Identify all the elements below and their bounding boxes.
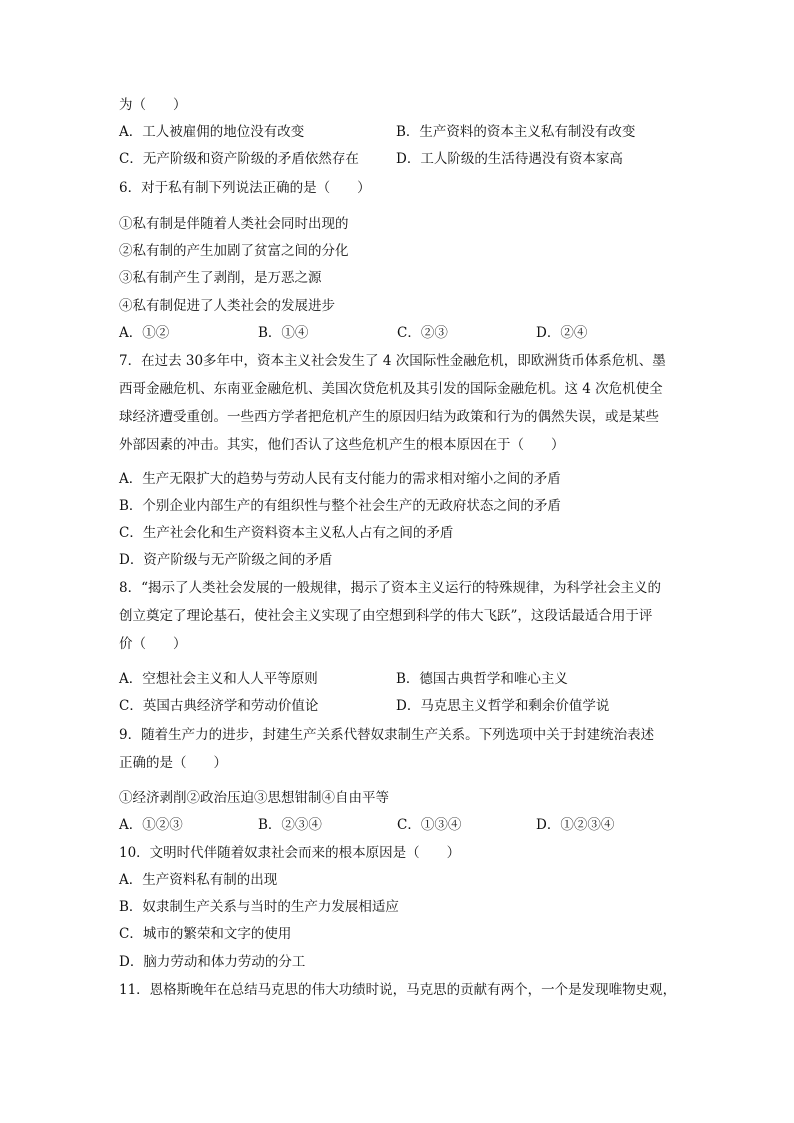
q5-option-d: D．工人阶级的生活待遇没有资本家高 xyxy=(396,151,623,167)
q9-statement: ①经济剥削②政治压迫③思想钳制④自由平等 xyxy=(119,790,389,806)
q7-option-b: B．个别企业内部生产的有组织性与整个社会生产的无政府状态之间的矛盾 xyxy=(119,498,561,514)
q7-option-a: A．生产无限扩大的趋势与劳动人民有支付能力的需求相对缩小之间的矛盾 xyxy=(119,471,561,487)
q7-option-d: D．资产阶级与无产阶级之间的矛盾 xyxy=(119,552,333,568)
q7-stem-line-3: 球经济遭受重创。一些西方学者把危机产生的原因归结为政策和行为的偶然失误，或是某些 xyxy=(119,409,659,425)
q8-option-a: A．空想社会主义和人人平等原则 xyxy=(119,671,318,687)
q8-stem-line-1: 8．“揭示了人类社会发展的一般规律，揭示了资本主义运行的特殊规律，为科学社会主义的 xyxy=(119,580,661,596)
q5-option-c: C．无产阶级和资产阶级的矛盾依然存在 xyxy=(119,151,359,167)
q7-option-c: C．生产社会化和生产资料资本主义私人占有之间的矛盾 xyxy=(119,525,454,541)
q6-stem: 6．对于私有制下列说法正确的是（ ） xyxy=(119,180,371,196)
q6-statement-4: ④私有制促进了人类社会的发展进步 xyxy=(119,298,335,314)
q8-option-c: C．英国古典经济学和劳动价值论 xyxy=(119,698,319,714)
q8-stem-line-3: 价（ ） xyxy=(119,636,187,652)
q9-option-c: C．①③④ xyxy=(397,817,462,833)
q10-option-a: A．生产资料私有制的出现 xyxy=(119,872,278,888)
q6-statement-2: ②私有制的产生加剧了贫富之间的分化 xyxy=(119,243,349,259)
q10-option-b: B．奴隶制生产关系与当时的生产力发展相适应 xyxy=(119,899,399,915)
q6-option-d: D．②④ xyxy=(536,325,588,341)
q9-option-a: A．①②③ xyxy=(119,817,183,833)
q8-stem-line-2: 创立奠定了理论基石，使社会主义实现了由空想到科学的伟大飞跃”，这段话最适合用于评 xyxy=(119,608,653,624)
q6-option-a: A．①② xyxy=(119,325,170,341)
q9-stem-line-1: 9．随着生产力的进步，封建生产关系代替奴隶制生产关系。下列选项中关于封建统治表述 xyxy=(119,727,655,743)
q8-option-d: D．马克思主义哲学和剩余价值学说 xyxy=(396,698,610,714)
q9-option-d: D．①②③④ xyxy=(536,817,615,833)
q10-option-c: C．城市的繁荣和文字的使用 xyxy=(119,926,292,942)
q6-statement-3: ③私有制产生了剥削，是万恶之源 xyxy=(119,270,322,286)
q7-stem-line-2: 西哥金融危机、东南亚金融危机、美国次贷危机及其引发的国际金融危机。这 4 次危机使全 xyxy=(119,381,663,397)
q7-stem-line-1: 7．在过去 30多年中，资本主义社会发生了 4 次国际性金融危机，即欧洲货币体系危机、墨 xyxy=(119,353,666,369)
q5-option-b: B．生产资料的资本主义私有制没有改变 xyxy=(396,124,636,140)
q8-option-b: B．德国古典哲学和唯心主义 xyxy=(396,671,568,687)
q9-stem-line-2: 正确的是（ ） xyxy=(119,755,227,771)
q6-option-c: C．②③ xyxy=(397,325,448,341)
q5-option-a: A．工人被雇佣的地位没有改变 xyxy=(119,124,305,140)
q11-stem-line-1: 11．恩格斯晚年在总结马克思的伟大功绩时说，马克思的贡献有两个，一个是发现唯物史观， xyxy=(119,982,677,998)
q10-option-d: D．脑力劳动和体力劳动的分工 xyxy=(119,954,306,970)
q10-stem: 10．文明时代伴随着奴隶社会而来的根本原因是（ ） xyxy=(119,845,461,861)
q5-stem-tail: 为（ ） xyxy=(119,97,187,113)
q9-option-b: B．②③④ xyxy=(258,817,322,833)
q6-statement-1: ①私有制是伴随着人类社会同时出现的 xyxy=(119,216,349,232)
q6-option-b: B．①④ xyxy=(258,325,309,341)
q7-stem-line-4: 外部因素的冲击。其实，他们否认了这些危机产生的根本原因在于（ ） xyxy=(119,437,565,453)
